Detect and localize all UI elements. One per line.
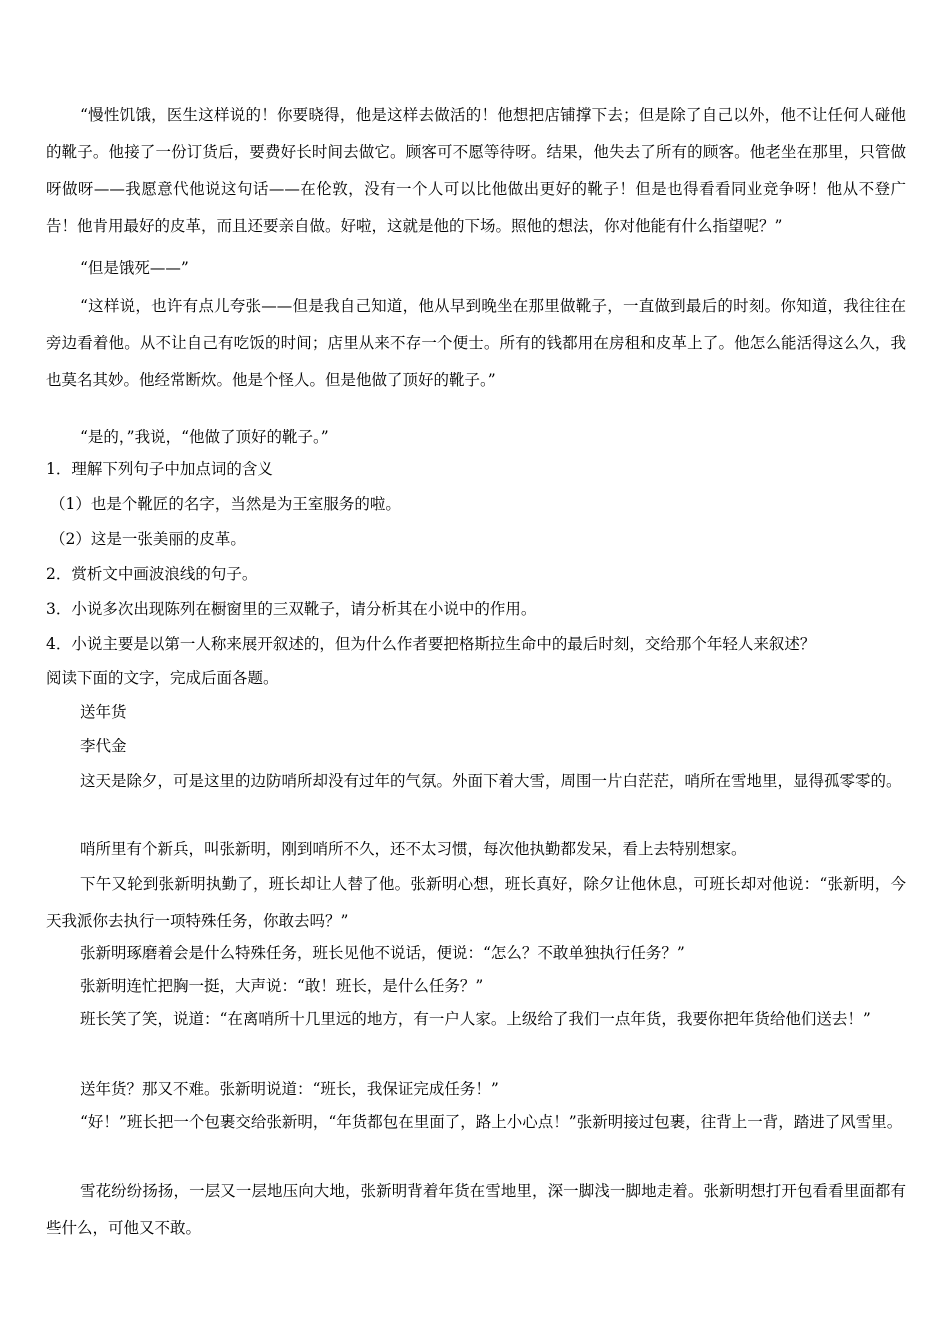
passage1-paragraph-3: “这样说，也许有点儿夸张——但是我自己知道，他从早到晚坐在那里做靴子，一直做到最后的时刻。你知道，我往往在旁边看着他。从不让自己有吃饭的时间；店里从来不存一个便士。所有的钱都用在房租和皮革上了。他怎么能活得这么久，我也莫名其妙。他经常断炊。他是个怪人。但是他做了顶好的靴子。” — [46, 297, 906, 389]
question-2: 2．赏析文中画波浪线的句子。 — [46, 565, 258, 583]
reading-instruction: 阅读下面的文字，完成后面各题。 — [46, 669, 279, 687]
story-paragraph-8: “好！”班长把一个包裹交给张新明，“年货都包在里面了，路上小心点！”张新明接过包裹，往背上一背，踏进了风雪里。 — [80, 1113, 903, 1131]
passage1-paragraph-2: “但是饿死——” — [80, 259, 189, 277]
story-paragraph-2: 哨所里有个新兵，叫张新明，刚到哨所不久，还不太习惯，每次他执勤都发呆，看上去特别想家。 — [80, 840, 747, 858]
question-1: 1．理解下列句子中加点词的含义 — [46, 460, 273, 478]
story-paragraph-7: 送年货？那又不难。张新明说道：“班长，我保证完成任务！” — [80, 1080, 499, 1098]
question-4: 4．小说主要是以第一人称来展开叙述的，但为什么作者要把格斯拉生命中的最后时刻，交给那个年轻人来叙述？ — [46, 635, 816, 653]
story-paragraph-4: 张新明琢磨着会是什么特殊任务，班长见他不说话，便说：“怎么？不敢单独执行任务？” — [80, 944, 685, 962]
question-3: 3．小说多次出现陈列在橱窗里的三双靴子，请分析其在小说中的作用。 — [46, 600, 537, 618]
story-paragraph-9: 雪花纷纷扬扬，一层又一层地压向大地，张新明背着年货在雪地里，深一脚浅一脚地走着。张新明想打开包看看里面都有些什么，可他又不敢。 — [46, 1182, 906, 1237]
story-paragraph-3: 下午又轮到张新明执勤了，班长却让人替了他。张新明心想，班长真好，除夕让他休息，可班长却对他说：“张新明，今天我派你去执行一项特殊任务，你敢去吗？” — [46, 875, 906, 930]
question-1-item-2: （2）这是一张美丽的皮革。 — [50, 530, 246, 548]
story-paragraph-5: 张新明连忙把胸一挺，大声说：“敢！班长，是什么任务？” — [80, 977, 484, 995]
passage1-paragraph-4: “是的，”我说，“他做了顶好的靴子。” — [80, 428, 329, 446]
question-1-item-1: （1）也是个靴匠的名字，当然是为王室服务的啦。 — [50, 495, 401, 513]
story-author: 李代金 — [80, 737, 127, 755]
story-title: 送年货 — [80, 703, 127, 721]
story-paragraph-6: 班长笑了笑，说道：“在离哨所十几里远的地方，有一户人家。上级给了我们一点年货，我要你把年货给他们送去！” — [80, 1010, 871, 1028]
story-paragraph-1: 这天是除夕，可是这里的边防哨所却没有过年的气氛。外面下着大雪，周围一片白茫茫，哨所在雪地里，显得孤零零的。 — [80, 772, 902, 790]
passage1-paragraph-1: “慢性饥饿，医生这样说的！你要晓得，他是这样去做活的！他想把店铺撑下去；但是除了自己以外，他不让任何人碰他的靴子。他接了一份订货后，要费好长时间去做它。顾客可不愿等待呀。结果，他失去了所有的顾客。他老坐在那里，只管做呀做呀——我愿意代他说这句话——在伦敦，没有一个人可以比他做出更好的靴子！但是也得看看同业竞争呀！他从不登广告！他肯用最好的皮革，而且还要亲自做。好啦，这就是他的下场。照他的想法，你对他能有什么指望呢？” — [46, 106, 906, 235]
